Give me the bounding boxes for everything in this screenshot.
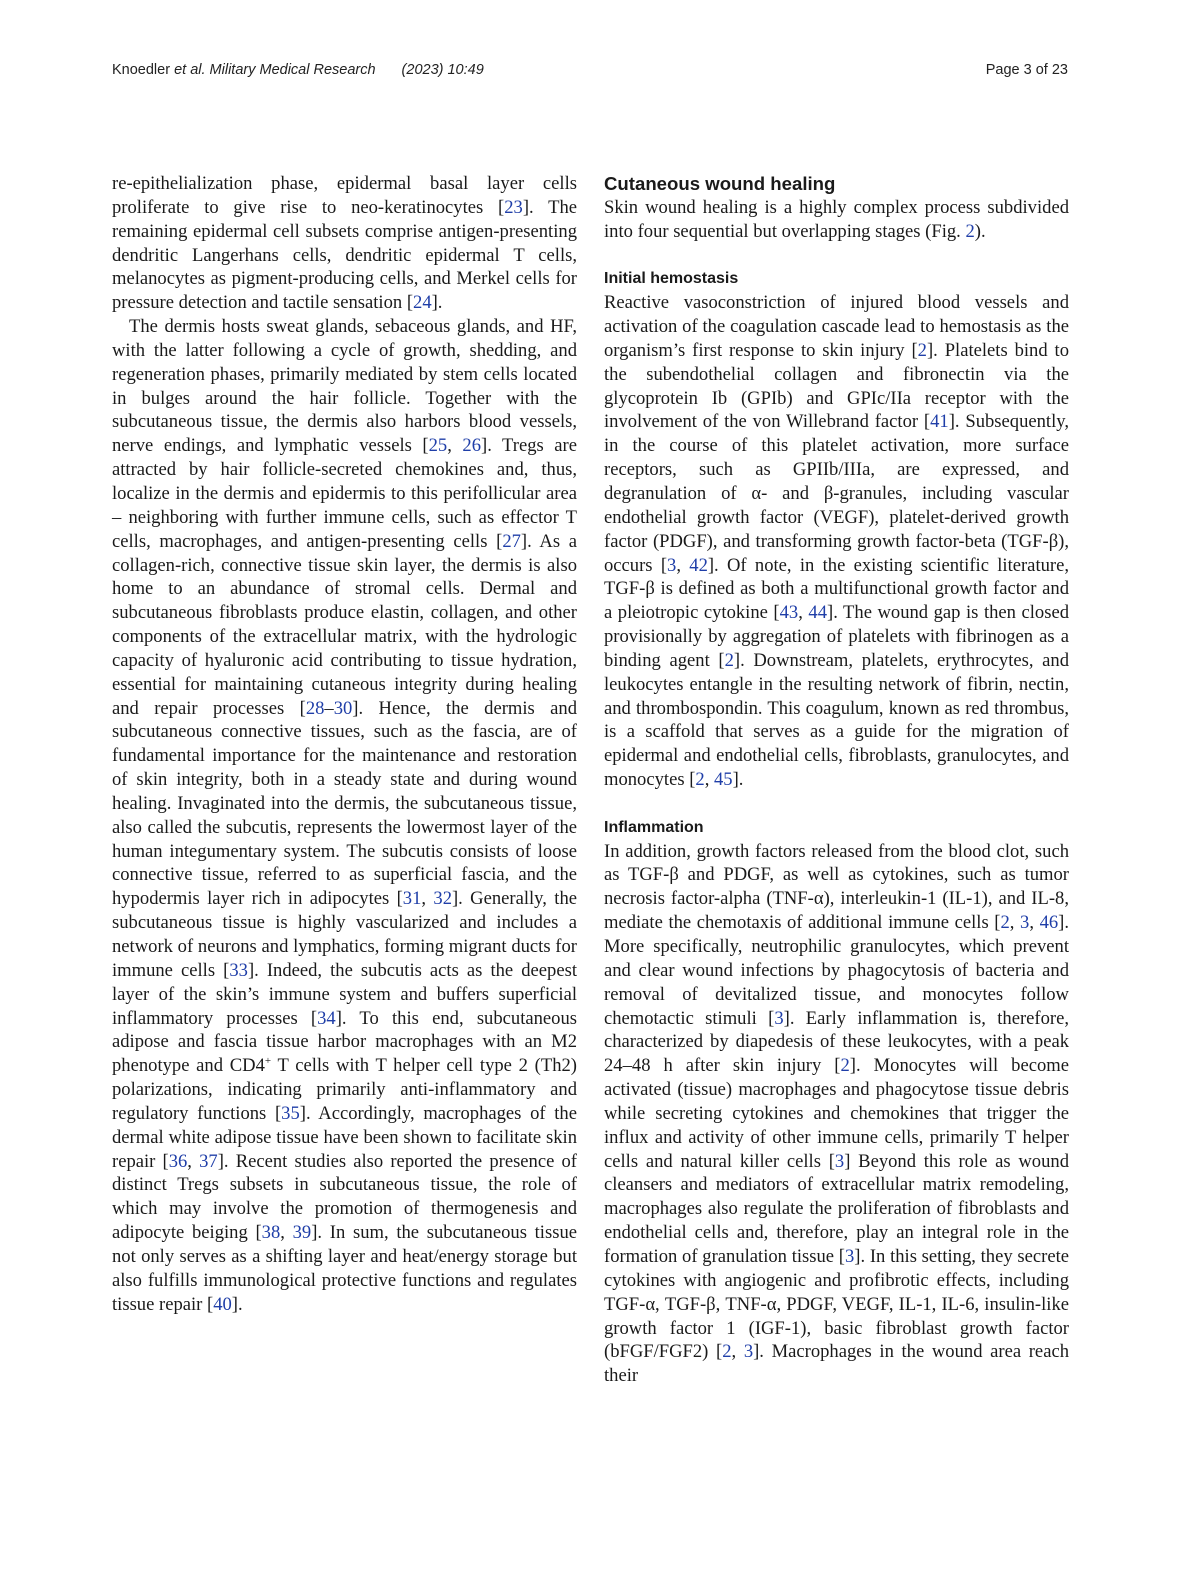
- citation-link[interactable]: 3: [844, 1245, 855, 1267]
- citation-link[interactable]: 2: [724, 649, 734, 671]
- text-run: ]. In sum, the subcutaneous tissue not only serves as a shifting layer and heat/energy storage but also fulfills immunological protective functions and regulates tissue repair [: [112, 1222, 577, 1315]
- citation-link[interactable]: 3: [667, 554, 677, 576]
- text-run: ]. Tregs are attracted by hair follicle-secreted chemokines and, thus, localize in the dermis and epidermis to this perifollicular area – neighboring with further immune cells, such as effector T cells, macrophages, and antigen-presenting cells [: [112, 435, 577, 552]
- text-run: ]. Generally, the subcutaneous tissue is highly vascularized and includes a network of neurons and lymphatics, forming migrant ducts for immune cells [: [112, 888, 577, 981]
- citation-line: [112, 62, 484, 78]
- citation-link[interactable]: 37: [199, 1150, 218, 1172]
- header-year-volume: (2023) 10:49: [401, 62, 484, 78]
- citation-link[interactable]: 33: [229, 959, 248, 981]
- paragraph-hemostasis: [604, 291, 1069, 792]
- text-run: ]. Accordingly, macrophages of the dermal white adipose tissue have been shown to facilitate skin repair [: [112, 1102, 577, 1172]
- text-run: ]. Early inflammation is, therefore, characterized by diapedesis of these leukocytes, with a peak 24–48 h after skin injury [: [604, 1007, 1070, 1077]
- text-run: ]. Of note, in the existing scientific literature, TGF-β is defined as both a multifunctional growth factor and a pleiotropic cytokine [: [604, 554, 1069, 624]
- superscript: +: [264, 1055, 272, 1068]
- citation-link[interactable]: 31: [402, 888, 422, 910]
- citation-link[interactable]: 27: [502, 530, 521, 552]
- citation-link[interactable]: 2: [722, 1341, 732, 1363]
- subsection-title-hemostasis: Initial hemostasis: [604, 270, 739, 288]
- citation-link[interactable]: 24: [413, 292, 432, 314]
- text-run: ]. As a collagen-rich, connective tissue skin layer, the dermis is also home to an abundance of stromal cells. Dermal and subcutaneous fibroblasts produce elastin, collagen, and other components of the extracellular matrix, with the hydrologic capacity of hyaluronic acid contributing to tissue hydration, essential for maintaining cutaneous integrity during healing and repair processes [: [112, 530, 578, 719]
- text-run: ]. Hence, the dermis and subcutaneous connective tissues, such as the fascia, are of fundamental importance for the maintenance and restoration of skin integrity, both in a steady state and during wound healing. Invaginated into the dermis, the subcutaneous tissue, also called the subcutis, represents the lowermost layer of the human integumentary system. The subcutis consists of loose connective tissue, referred to as superficial fascia, and the hypodermis layer rich in adipocytes [: [112, 697, 577, 910]
- citation-link[interactable]: 3: [743, 1341, 754, 1363]
- text-run: ,: [1029, 912, 1040, 934]
- citation-link[interactable]: 23: [504, 196, 523, 218]
- page-number: Page 3 of 23: [985, 62, 1068, 78]
- citation-link[interactable]: 34: [317, 1007, 336, 1029]
- text-run: ]. Recent studies also reported the presence of distinct Tregs subsets in subcutaneous tissue, the role of which may involve the promotion of thermogenesis and adipocyte beiging [: [112, 1150, 578, 1244]
- citation-link[interactable]: 3: [1020, 912, 1030, 934]
- citation-link[interactable]: 42: [689, 554, 708, 576]
- text-run: ,: [187, 1150, 200, 1172]
- text-run: ,: [1009, 912, 1021, 934]
- text-run: ,: [798, 602, 809, 624]
- text-run: ].: [431, 292, 443, 314]
- citation-link[interactable]: 45: [714, 769, 733, 791]
- citation-link[interactable]: 46: [1039, 912, 1059, 934]
- text-run: T cells with T helper cell type 2 (Th2) polarizations, indicating primarily anti-inflammatory and regulatory functions [: [112, 1055, 577, 1124]
- citation-link[interactable]: 43: [779, 602, 799, 624]
- section-title: Cutaneous wound healing: [604, 173, 836, 194]
- citation-link[interactable]: 2: [695, 769, 705, 791]
- subsection-title-inflammation: Inflammation: [604, 818, 704, 836]
- text-run: ,: [676, 554, 690, 576]
- text-run: ]. Platelets bind to the subendothelial collagen and fibronectin via the glycoprotein Ib (GPIb) and GPIc/IIa receptor with the involvement of the von Willebrand factor [: [604, 339, 1069, 433]
- text-run: ]. To this end, subcutaneous adipose and fascia tissue harbor macrophages with an M2 phenotype and CD4: [112, 1007, 577, 1077]
- text-run: ,: [731, 1341, 744, 1363]
- running-header: [112, 62, 1068, 86]
- text-run: Reactive vasoconstriction of injured blood vessels and activation of the coagulation cascade lead to hemostasis as the organism’s first response to skin injury [: [604, 292, 1069, 361]
- text-run: The dermis hosts sweat glands, sebaceous glands, and HF, with the latter following a cycle of growth, shedding, and regeneration phases, primarily mediated by stem cells located in bulges around the hair follicle. Together with the subcutaneous tissue, the dermis also harbors blood vessels, nerve endings, and lymphatic vessels [: [112, 316, 577, 457]
- text-run: ,: [447, 435, 463, 457]
- text-run: ,: [704, 769, 714, 791]
- citation-link[interactable]: 44: [808, 602, 827, 624]
- citation-link[interactable]: 2: [1000, 912, 1010, 934]
- text-run: ]. The remaining epidermal cell subsets comprise antigen-presenting dendritic Langerhans cells, dendritic epidermal T cells, melanocytes as pigment-producing cells, and Merkel cells for pressure detection and tactile sensation [: [112, 196, 577, 314]
- text-run: –: [324, 697, 334, 719]
- citation-link[interactable]: 28: [305, 697, 325, 719]
- paragraph-inflammation: [604, 840, 1069, 1388]
- text-run: ,: [421, 888, 434, 910]
- text-run: re-epithelialization phase, epidermal basal layer cells proliferate to give rise to neo-keratinocytes [: [112, 173, 577, 218]
- paragraph-epidermis: [112, 172, 577, 315]
- citation-link[interactable]: 41: [930, 411, 949, 433]
- text-run: ] Beyond this role as wound cleansers and mediators of extracellular matrix remodeling, macrophages also regulate the proliferation of fibroblasts and endothelial cells and, therefore, play an integral role in the formation of granulation tissue [: [604, 1150, 1069, 1267]
- citation-link[interactable]: 36: [168, 1150, 188, 1172]
- citation-link[interactable]: 3: [834, 1150, 845, 1172]
- text-run: ]. Subsequently, in the course of this platelet activation, more surface receptors, such as GPIIb/IIIa, are expressed, and degranulation of α- and β-granules, including vascular endothelial growth factor (VEGF), platelet-derived growth factor (PDGF), and transforming growth factor-beta (TGF-β), occurs [: [604, 411, 1069, 576]
- citation-link[interactable]: 2: [965, 220, 975, 242]
- text-run: ]. The wound gap is then closed provisionally by aggregation of platelets with fibrinogen as a binding agent [: [604, 602, 1069, 671]
- citation-link[interactable]: 38: [261, 1222, 281, 1244]
- citation-link[interactable]: 35: [281, 1102, 300, 1124]
- left-column: [112, 172, 577, 1317]
- citation-link[interactable]: 2: [840, 1055, 850, 1077]
- header-authors: Knoedler: [112, 62, 171, 78]
- citation-link[interactable]: 32: [433, 888, 452, 910]
- citation-link[interactable]: 39: [292, 1222, 312, 1244]
- text-run: In addition, growth factors released from the blood clot, such as TGF-β and PDGF, as well as cytokines, such as tumor necrosis factor-alpha (TNF-α), interleukin-1 (IL-1), and IL-8, mediate the chemotaxis of additional immune cells [: [604, 840, 1069, 934]
- text-run: ]. Macrophages in the wound area reach their: [604, 1341, 1069, 1387]
- text-run: ,: [280, 1222, 293, 1244]
- header-etal: et al.: [170, 62, 206, 78]
- text-run: Skin wound healing is a highly complex process subdivided into four sequential but overlapping stages (Fig.: [604, 196, 1069, 242]
- text-run: ].: [732, 769, 744, 791]
- citation-link[interactable]: 3: [774, 1007, 784, 1029]
- text-run: ]. More specifically, neutrophilic granulocytes, which prevent and clear wound infections by phagocytosis of bacteria and removal of devitalized tissue, and monocytes follow chemotactic stimuli [: [604, 912, 1069, 1029]
- citation-link[interactable]: 40: [213, 1293, 232, 1315]
- citation-link[interactable]: 30: [333, 697, 353, 719]
- paragraph-wound-healing-intro: [604, 196, 1069, 244]
- text-run: ]. Indeed, the subcutis acts as the deepest layer of the skin’s immune system and buffers superficial inflammatory processes [: [112, 959, 577, 1029]
- text-run: ]. In this setting, they secrete cytokines with angiogenic and profibrotic effects, including TGF-α, TGF-β, TNF-α, PDGF, VEGF, IL-1, IL-6, insulin-like growth factor 1 (IGF-1), basic fibroblast growth factor (bFGF/FGF2) [: [604, 1245, 1069, 1363]
- right-column: [604, 172, 1069, 1388]
- citation-link[interactable]: 2: [917, 339, 927, 361]
- text-run: ]. Downstream, platelets, erythrocytes, and leukocytes entangle in the resulting network of fibrin, nectin, and thrombospondin. This coagulum, known as red thrombus, is a scaffold that serves as a guide for the migration of epidermal and endothelial cells, fibroblasts, granulocytes, and monocytes [: [604, 649, 1070, 791]
- header-journal: Military Medical Research: [209, 62, 376, 78]
- citation-link[interactable]: 26: [462, 435, 481, 457]
- text-run: ].: [231, 1293, 243, 1315]
- text-run: ]. Monocytes will become activated (tissue) macrophages and phagocytose tissue debris while secreting cytokines and chemokines that trigger the influx and activity of other immune cells, primarily T helper cells and natural killer cells [: [604, 1055, 1069, 1172]
- text-run: ).: [974, 220, 986, 242]
- paragraph-dermis-subcutis: [112, 315, 577, 1316]
- citation-link[interactable]: 25: [428, 435, 448, 457]
